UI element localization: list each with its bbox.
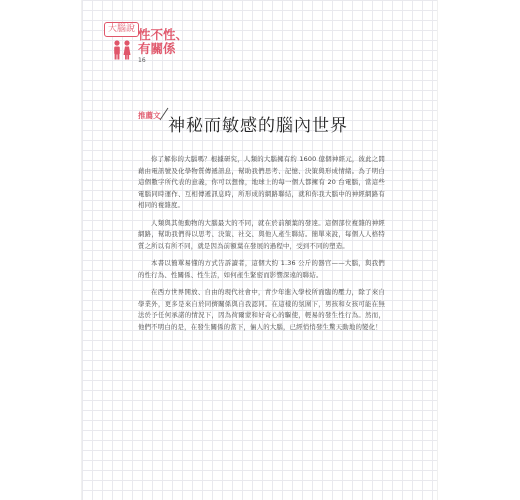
page-number: 16	[138, 57, 146, 64]
paragraph: 人類與其他動物的大腦最大的不同，就在於前額葉的發達。這個部位複雜的神經網路，幫助我們得以思考、決策、社交、與他人產生聯結。簡單來說，每個人人格特質之所以有所不同，就是因為前額葉在發展的過程中，受到不同的塑造。	[138, 218, 385, 250]
logo-title-line1: 性不性、	[138, 27, 189, 42]
logo-title	[138, 28, 188, 56]
section-label: 推薦文	[138, 111, 161, 120]
logo-title-line2: 有關係	[138, 41, 176, 56]
article-body	[138, 154, 385, 339]
paragraph: 在西方世界開放、自由的現代社會中，青少年進入學校所面臨的壓力，除了來自學業外，更多是來自於同儕關係與自我認同。在這樣的氛圍下，男孩和女孩可能在無法於予任何承諾的情況下，因為荷爾蒙和好奇心的驅使，輕易的發生性行為。然而，他們不明白的是，在發生關係的當下，倆人的大腦，已經悄悄發生驚天動地的變化！	[138, 288, 385, 331]
series-logo	[104, 18, 194, 64]
paragraph: 你了解你的大腦嗎？根據研究，人類的大腦擁有約 1600 億個神經元，彼此之間藉由電訊號及化學物質傳遞訊息，幫助我們思考、記憶、決策與形成情緒。為了明白這個數字所代表的意義，你可以想像，地球上的每一個人都擁有 20 台電腦，當這些電腦同時運作、互相傳遞訊息時，所形成的網路聯結，就和你我大腦中的神經網路有相同的複雜度。	[138, 155, 385, 209]
article-title: 神秘而敏感的腦內世界	[168, 116, 348, 136]
people-icon	[112, 40, 134, 60]
paragraph: 本書以簡單易懂的方式告訴讀者，這個大約 1.36 公斤的器官——大腦，與我們的性行為、性關係、性生活，如何產生緊密而影響深遠的聯結。	[138, 259, 385, 279]
logo-speech-badge: 大腦說	[104, 22, 139, 37]
